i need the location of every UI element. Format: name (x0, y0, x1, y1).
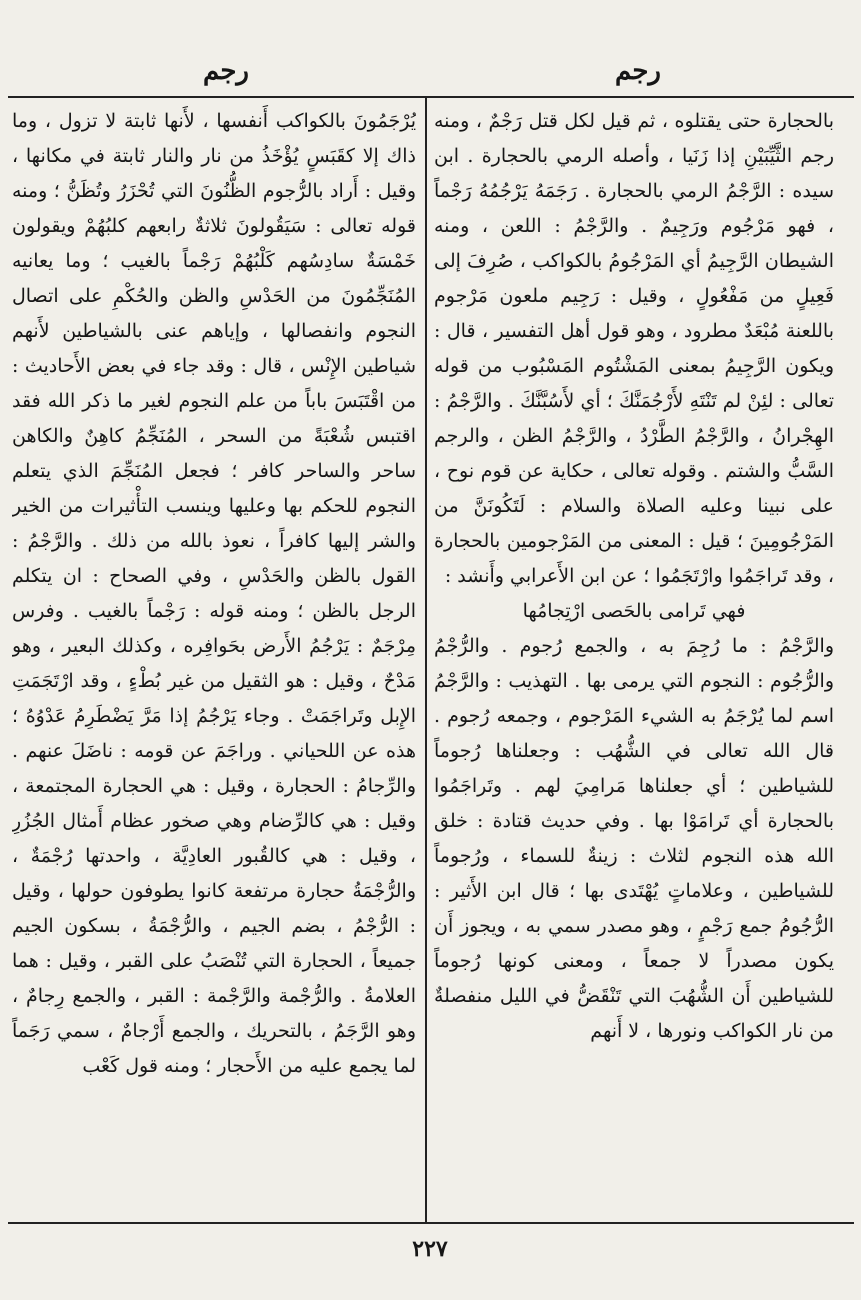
header-title-right: رجم (615, 56, 661, 86)
page-number: ٢٢٧ (412, 1236, 448, 1262)
top-rule (8, 96, 854, 98)
column-divider (425, 96, 427, 1222)
verse-line: فهي تَرامى بالحَصى ارْتِجامُها (522, 600, 746, 622)
bottom-rule (8, 1222, 854, 1224)
left-column-paragraph: يُرْجَمُونَ بالكواكب أَنفسها ، لأَنها ثابتة لا تزول ، وما ذاك إلا كقَبَسٍ يُؤْخَذُ من نار والنار ثابتة في مكانها ، وقيل : أَراد بالرُّجوم الظُّنُونَ التي تُحْزَرُ وتُظَنُّ ؛ ومنه قوله تعالى : سَيَقُولونَ ثلاثةٌ رابعهم كلبُهُمْ ويقولون خَمْسَةٌ سادِسُهم كَلْبُهُمْ رَجْماً بالغيب ؛ وما يعانيه المُنَجِّمُونَ من الحَدْسِ والظن والحُكْمِ على اتصال النجوم وانفصالها ، وإياهم عنى بالشياطين لأَنهم شياطين الإِنْس ، قال : وقد جاء في بعض الأَحاديث : من اقْتَبَسَ باباً من علم النجوم لغير ما ذكر الله فقد اقتبس شُعْبَةً من السحر ، المُنَجِّمُ كاهِنٌ والكاهن ساحر والساحر كافر ؛ فجعل المُنَجِّمَ الذي يتعلم النجوم للحكم بها وعليها وينسب التأْثيرات من الخير والشر إليها كافراً ، نعوذ بالله من ذلك . والرَّجْمُ : القول بالظن والحَدْسِ ، وفي الصحاح : ان يتكلم الرجل بالظن ؛ ومنه قوله : رَجْماً بالغيب . وفرس مِرْجَمٌ : يَرْجُمُ الأَرض بحَوافِره ، وكذلك البعير ، وهو مَدْحٌ ، وقيل : هو الثقيل من غير بُطْءٍ ، وقد ارْتَجَمَتِ الإِبل وتَراجَمَتْ . وجاء يَرْجُمُ إذا مَرَّ يَضْطَرِمُ عَدْوُهُ ؛ هذه عن اللحياني . وراجَمَ عن قومه : ناضَلَ عنهم . والرِّجامُ : الحجارة ، وقيل : هي الحجارة المجتمعة ، وقيل : هي كالرِّضام وهي صخور عظام أَمثال الجُزُرِ ، وقيل : هي كالقُبور العادِيَّة ، واحدتها رُجْمَةٌ ، والرُّجْمَةُ حجارة مرتفعة كانوا يطوفون حولها ، وقيل : الرُّجْمُ ، بضم الجيم ، والرُّجْمَةُ ، بسكون الجيم جميعاً ، الحجارة التي تُنْصَبُ على القبر ، وقيل : هما العلامةُ . والرُّجْمة والرَّجْمة : القبر ، والجمع رِجامٌ ، وهو الرَّجَمُ ، بالتحريك ، والجمع أَرْجامٌ ، سمي رَجَماً لما يجمع عليه من الأَحجار ؛ ومنه قول كَعْب (12, 110, 416, 1077)
right-column-paragraph: بالحجارة حتى يقتلوه ، ثم قيل لكل قتل رَجْمٌ ، ومنه رجم الثَّيِّبَيْنِ إذا زَنَيا ، وأصله الرمي بالحجارة . ابن سيده : الرَّجْمُ الرمي بالحجارة . رَجَمَهُ يَرْجُمُهُ رَجْماً ، فهو مَرْجُوم ورَجِيمٌ . والرَّجْمُ : اللعن ، ومنه الشيطان الرَّجِيمُ أي المَرْجُومُ بالكواكب ، صُرِفَ إلى فَعِيلٍ من مَفْعُولٍ ، وقيل : رَجِيم ملعون مَرْجوم باللعنة مُبْعَدٌ مطرود ، وهو قول أهل التفسير ، قال : ويكون الرَّجِيمُ بمعنى المَشْتُوم المَسْبُوب من قوله تعالى : لئِنْ لم تَنْتَهِ لأَرْجُمَنَّكَ ؛ أي لأَسُبَّنَّكَ . والرَّجْمُ : الهِجْرانُ ، والرَّجْمُ الطَّرْدُ ، والرَّجْمُ الظن ، والرجم السَّبُّ والشتم . وقوله تعالى ، حكاية عن قوم نوح ، على نبينا وعليه الصلاة والسلام : لَتَكُونَنَّ من المَرْجُومِينَ ؛ قيل : المعنى من المَرْجومين بالحجارة ، وقد تَراجَمُوا وارْتَجَمُوا ؛ عن ابن الأَعرابي وأَنشد : (434, 110, 834, 587)
header-title-left: رجم (203, 56, 249, 86)
right-column-paragraph: والرَّجْمُ : ما رُجِمَ به ، والجمع رُجوم . والرُّجْمُ والرُّجُوم : النجوم التي يرمى بها . التهذيب : والرَّجْمُ اسم لما يُرْجَمُ به الشيء المَرْجوم ، وجمعه رُجوم . قال الله تعالى في الشُّهُب : وجعلناها رُجوماً للشياطين ؛ أي جعلناها مَرامِيَ لهم . وتَراجَمُوا بالحجارة أي تَرامَوْا بها . وفي حديث قتادة : خلق الله هذه النجوم لثلاث : زينةٌ للسماء ، ورُجوماً للشياطين ، وعلاماتٍ يُهْتَدى بها ؛ قال ابن الأَثير : الرُّجُومُ جمع رَجْمٍ ، وهو مصدر سمي به ، ويجوز أَن يكون مصدراً لا جمعاً ، ومعنى كونها رُجوماً للشياطين أَن الشُّهُبَ التي تَنْقَضُّ في الليل منفصلةٌ من نار الكواكب ونورها ، لا أَنهم (434, 635, 834, 1042)
left-column (12, 104, 416, 1212)
right-column (434, 104, 834, 1212)
